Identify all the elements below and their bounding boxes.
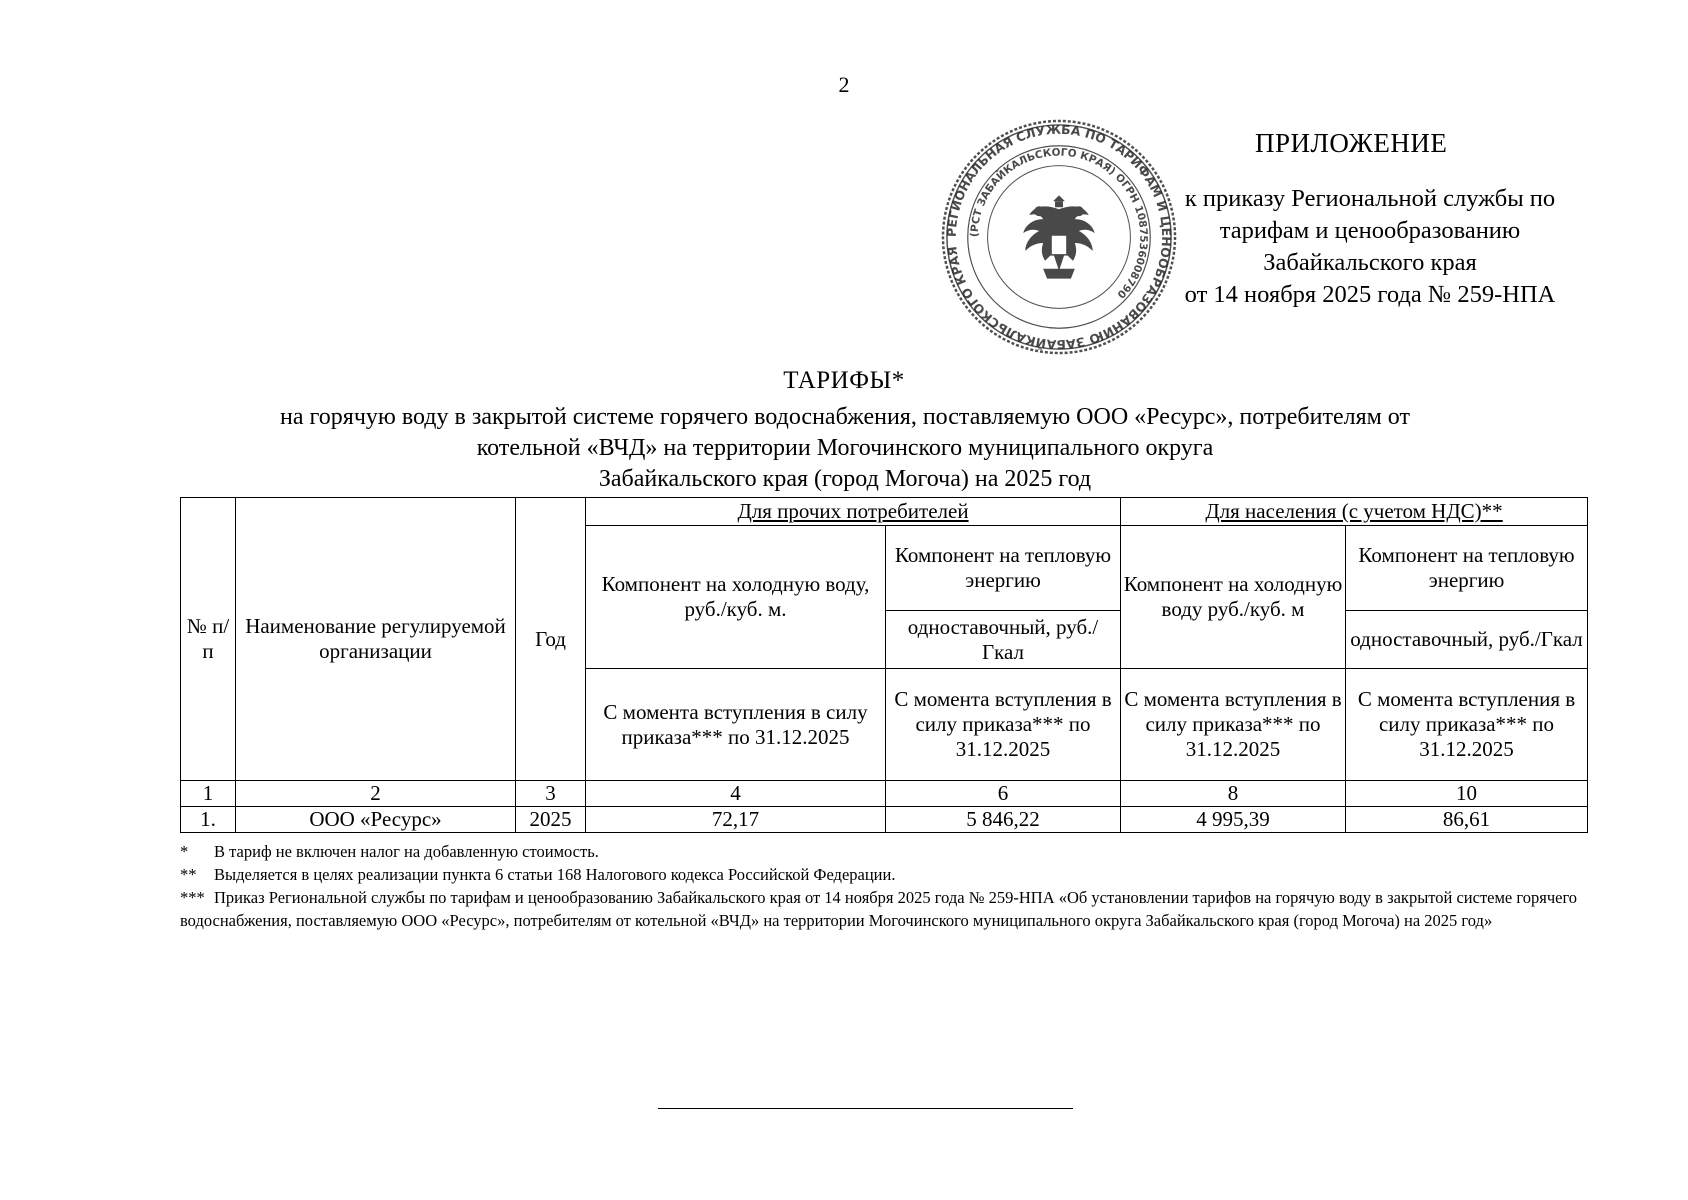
document-subtitle <box>160 402 1530 495</box>
column-number: 3 <box>516 781 586 807</box>
document-title: ТАРИФЫ* <box>783 367 905 394</box>
row-pop-cold: 4 995,39 <box>1121 807 1346 833</box>
row-organization: ООО «Ресурс» <box>236 807 516 833</box>
header-organization: Наименование регулируемой организации <box>236 498 516 781</box>
appendix-line: тарифам и ценообразованию <box>1219 217 1521 244</box>
footnote-mark: ** <box>180 865 197 884</box>
subtitle-line: Забайкальского края (город Могоча) на 2025 год <box>598 466 1092 492</box>
header-other-cold-water: Компонент на холодную воду, руб./куб. м. <box>586 526 886 669</box>
row-year: 2025 <box>516 807 586 833</box>
double-headed-eagle-icon <box>1023 195 1094 278</box>
seal-outer-text: РЕГИОНАЛЬНАЯ СЛУЖБА ПО ТАРИФАМ И ЦЕНООБРАЗОВАНИЮ ЗАБАЙКАЛЬСКОГО КРАЯ <box>943 121 1175 353</box>
period-other-cold: С момента вступления в силу приказа*** по 31.12.2025 <box>586 669 886 781</box>
header-pop-cold-water: Компонент на холодную воду руб./куб. м <box>1121 526 1346 669</box>
header-pop-heat-rate: одноставочный, руб./Гкал <box>1346 611 1588 669</box>
footnote-text: В тариф не включен налог на добавленную стоимость. <box>214 842 599 861</box>
footnote-mark: * <box>180 842 189 861</box>
footnote-mark: *** <box>180 888 205 907</box>
table-row <box>181 807 1588 833</box>
header-num: № п/п <box>181 498 236 781</box>
header-population: Для населения (с учетом НДС)** <box>1121 498 1588 526</box>
period-pop-cold: С момента вступления в силу приказа*** по 31.12.2025 <box>1121 669 1346 781</box>
row-pop-heat: 86,61 <box>1346 807 1588 833</box>
row-other-cold: 72,17 <box>586 807 886 833</box>
page-number: 2 <box>838 72 850 97</box>
subtitle-line: котельной «ВЧД» на территории Могочинского муниципального округа <box>476 435 1214 461</box>
header-pop-heat: Компонент на тепловую энергию <box>1346 526 1588 611</box>
appendix-title: ПРИЛОЖЕНИЕ <box>1255 128 1448 158</box>
column-number-row <box>181 781 1588 807</box>
seal-inner-text: (РСТ ЗАБАЙКАЛЬСКОГО КРАЯ) ОГРН 1087536008790 <box>968 146 1150 301</box>
closing-divider <box>658 1108 1073 1109</box>
row-num: 1. <box>181 807 236 833</box>
column-number: 8 <box>1121 781 1346 807</box>
footnote <box>180 863 1590 886</box>
footnote <box>180 840 1590 863</box>
official-seal <box>940 118 1178 356</box>
header-year: Год <box>516 498 586 781</box>
period-other-heat: С момента вступления в силу приказа*** по 31.12.2025 <box>886 669 1121 781</box>
header-other-consumers: Для прочих потребителей <box>586 498 1121 526</box>
column-number: 1 <box>181 781 236 807</box>
footnote <box>180 886 1590 932</box>
appendix-line: Забайкальского края <box>1263 249 1477 276</box>
column-number: 4 <box>586 781 886 807</box>
footnote-text: Выделяется в целях реализации пункта 6 статьи 168 Налогового кодекса Российской Федерации. <box>214 865 896 884</box>
column-number: 6 <box>886 781 1121 807</box>
column-number: 10 <box>1346 781 1588 807</box>
period-pop-heat: С момента вступления в силу приказа*** по 31.12.2025 <box>1346 669 1588 781</box>
tariff-table <box>180 497 1588 833</box>
appendix-line: к приказу Региональной службы по <box>1184 185 1556 212</box>
column-number: 2 <box>236 781 516 807</box>
appendix-reference <box>1170 183 1570 311</box>
footnote-text: Приказ Региональной службы по тарифам и ценообразованию Забайкальского края от 14 ноября 2025 года № 259-НПА «Об установлении тарифов на горячую воду в закрытой системе горячего водоснабжения, поставляемую ООО «Ресурс», потребителям от котельной «ВЧД» на территории Могочинского муниципального округа Забайкальского края (город Могоча) на 2025 год» <box>180 888 1578 930</box>
appendix-line: от 14 ноября 2025 года № 259-НПА <box>1184 281 1556 308</box>
header-other-heat: Компонент на тепловую энергию <box>886 526 1121 611</box>
footnotes <box>180 840 1590 932</box>
header-other-heat-rate: одноставочный, руб./Гкал <box>886 611 1121 669</box>
row-other-heat: 5 846,22 <box>886 807 1121 833</box>
subtitle-line: на горячую воду в закрытой системе горячего водоснабжения, поставляемую ООО «Ресурс», потребителям от <box>280 404 1410 430</box>
